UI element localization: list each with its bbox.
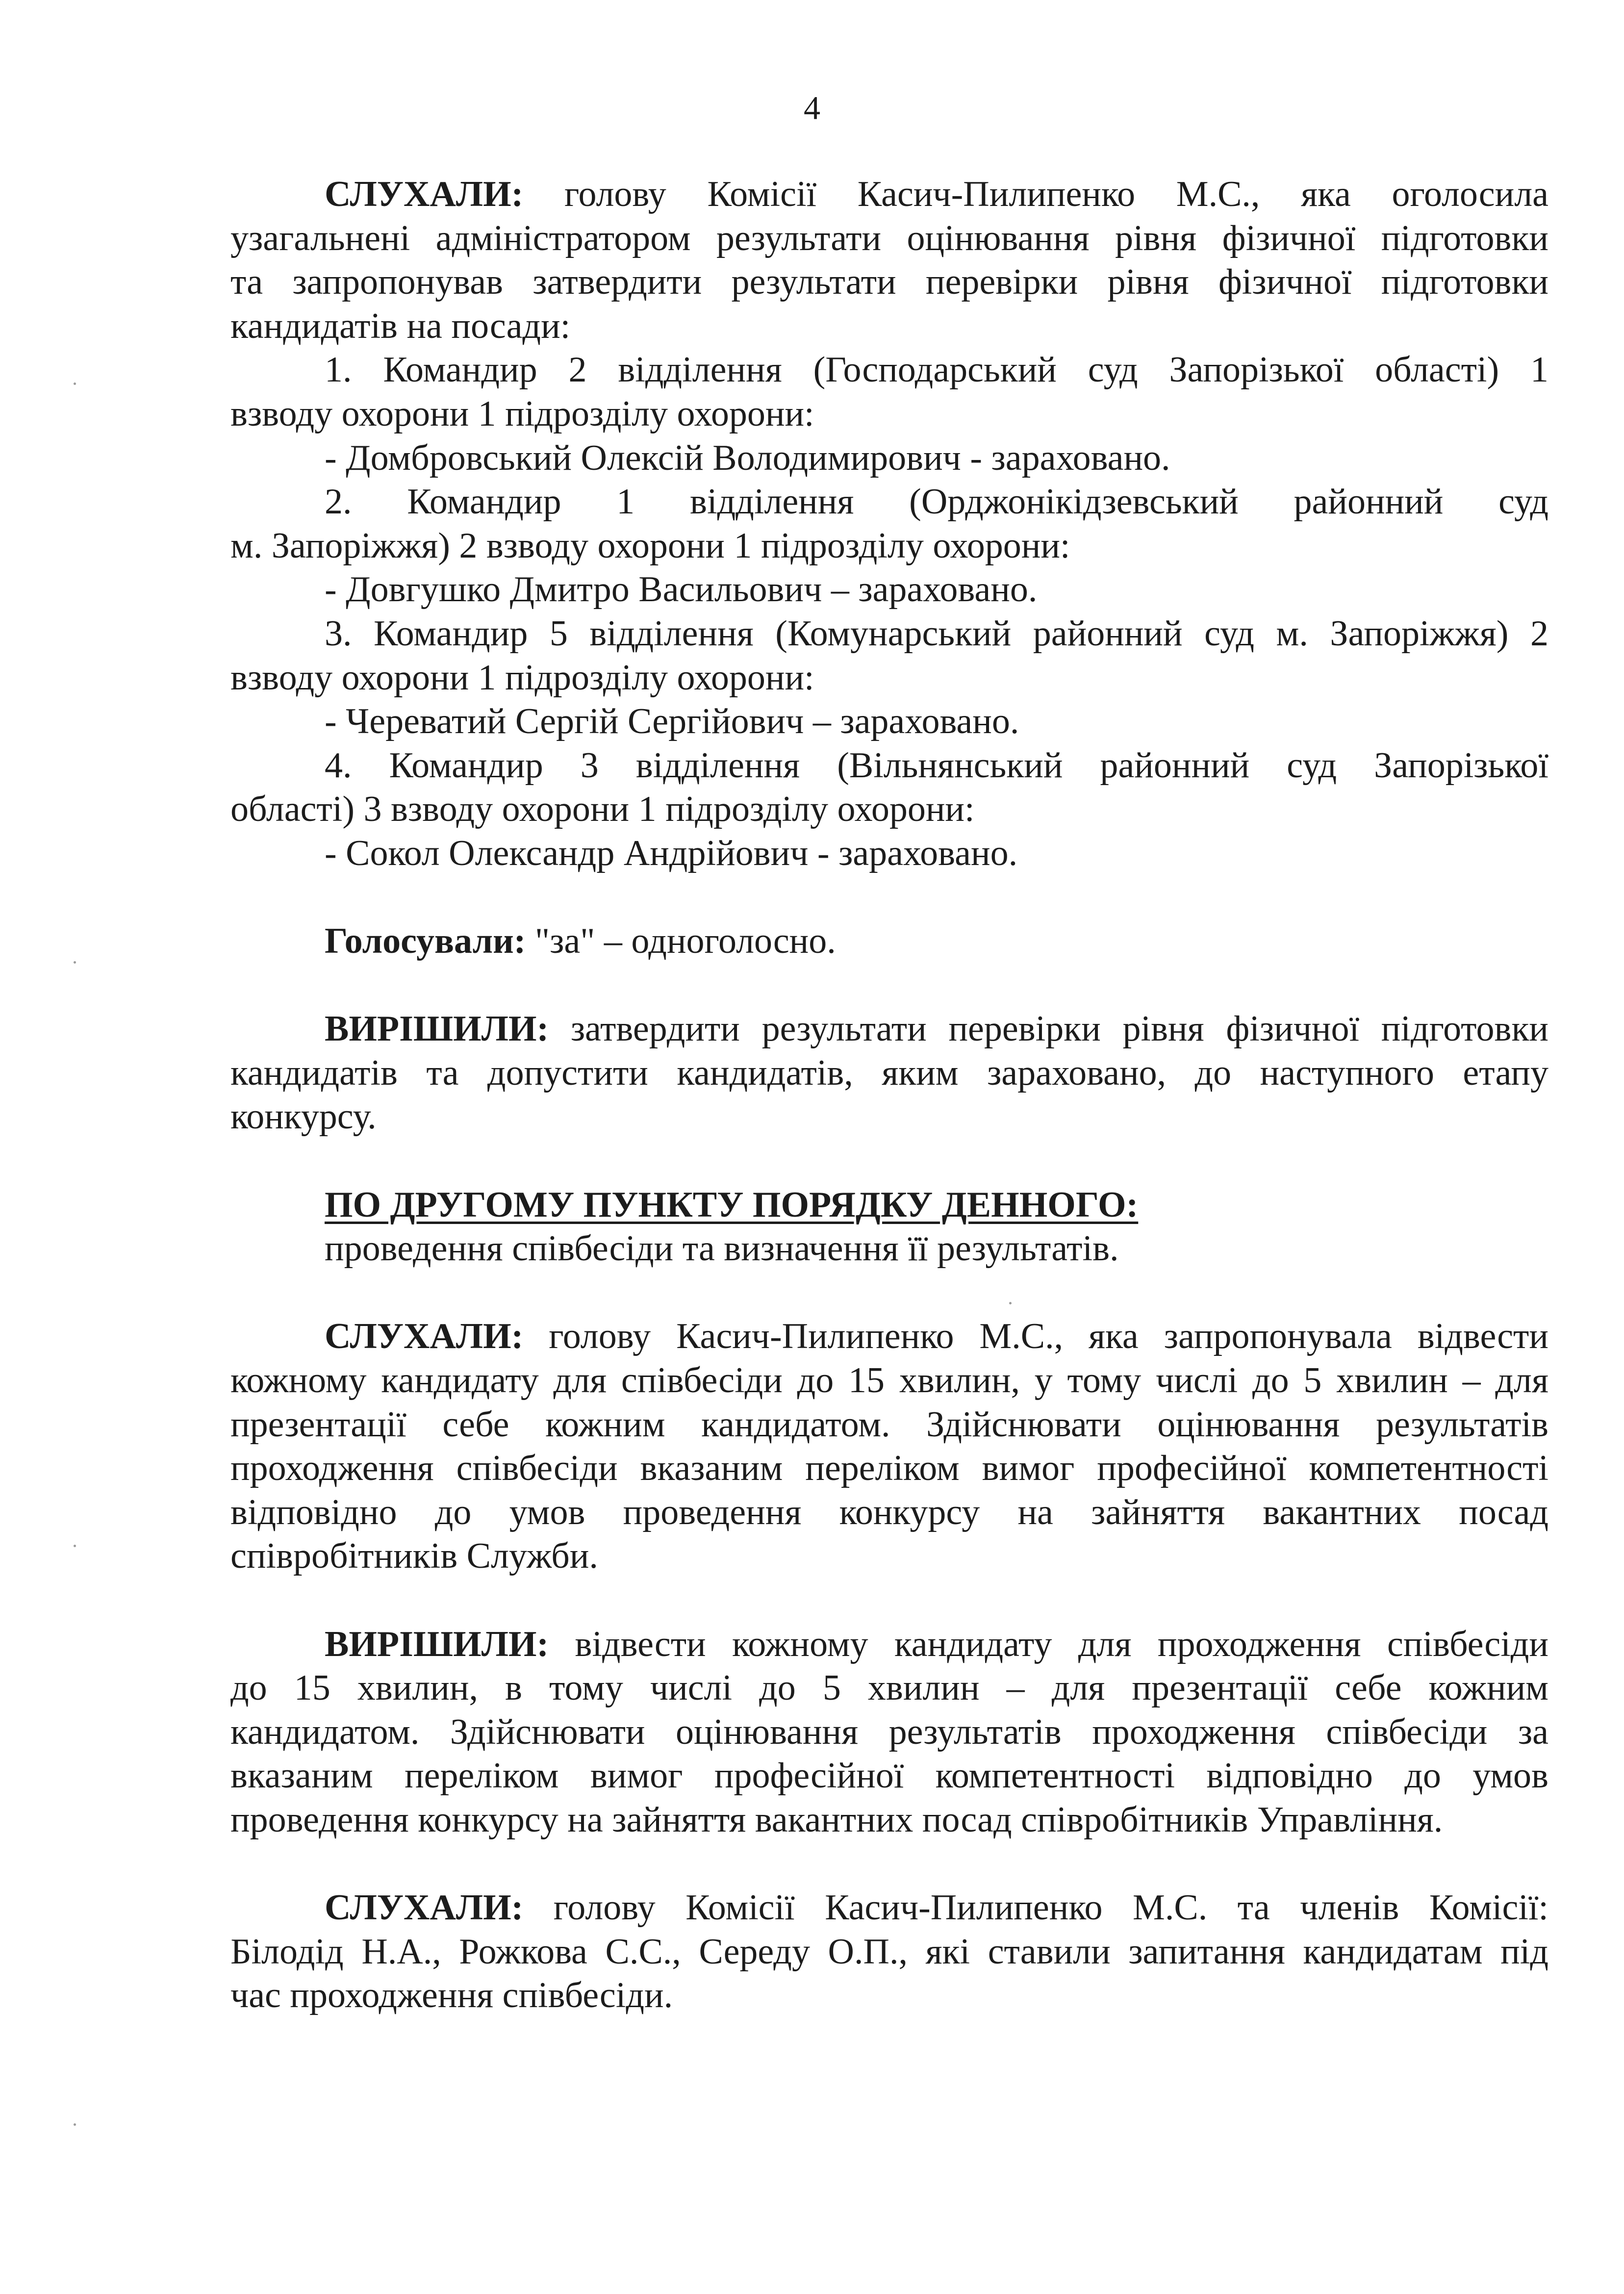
candidate-item (230, 348, 1548, 480)
position-line: 1. Командир 2 відділення (Господарський суд Запорізької області) 1 (325, 350, 1548, 390)
scan-speck (74, 1545, 76, 1547)
text-line (230, 173, 1548, 217)
text-run: затвердити результати перевірки рівня фізичної підготовки (570, 1009, 1548, 1049)
scan-speck (1009, 1302, 1012, 1304)
decided-paragraph-1 (230, 1007, 1548, 1139)
text-line: кандидатів на посади: (230, 306, 571, 346)
position-line: взводу охорони 1 підрозділу охорони: (230, 393, 814, 434)
decided-paragraph-2 (230, 1623, 1548, 1842)
heard-label: СЛУХАЛИ: (325, 1887, 524, 1928)
position-line: 4. Командир 3 відділення (Вільнянський районний суд Запорізької (325, 745, 1548, 786)
scan-speck (74, 961, 76, 964)
page-number: 4 (804, 89, 820, 127)
text-line: конкурсу. (230, 1096, 377, 1137)
text-line: до 15 хвилин, в тому числі до 5 хвилин – для презентації себе кожним (230, 1668, 1548, 1708)
text-line: узагальнені адміністратором результати оцінювання рівня фізичної підготовки (230, 218, 1548, 258)
text-line (230, 1886, 1548, 1930)
text-line (230, 1623, 1548, 1667)
heard-label: СЛУХАЛИ: (325, 1316, 524, 1357)
text-line: кандидатом. Здійснювати оцінювання результатів проходження співбесіди за (230, 1711, 1548, 1752)
vote-paragraph (230, 919, 1548, 964)
text-line: проходження співбесіди вказаним переліком вимог професійної компетентності (230, 1448, 1548, 1489)
result-line: - Довгушко Дмитро Васильович – зараховано. (325, 569, 1038, 610)
heard-paragraph-3 (230, 1886, 1548, 2018)
position-line: взводу охорони 1 підрозділу охорони: (230, 657, 814, 698)
text-line: співробітників Служби. (230, 1536, 598, 1577)
result-line: - Домбровський Олексій Володимирович - зараховано. (325, 437, 1170, 478)
document-body (230, 173, 1548, 2018)
position-line: 2. Командир 1 відділення (Орджонікідзевський районний суд (325, 482, 1548, 522)
heard-label: СЛУХАЛИ: (325, 174, 524, 214)
heard-paragraph-2 (230, 1315, 1548, 1579)
text-line: презентації себе кожним кандидатом. Здійснювати оцінювання результатів (230, 1404, 1548, 1445)
text-line (230, 1315, 1548, 1359)
decided-label: ВИРІШИЛИ: (325, 1624, 549, 1664)
heard-paragraph-1 (230, 173, 1548, 348)
text-run: голову Касич-Пилипенко М.С., яка запропонувала відвести (549, 1316, 1548, 1357)
text-line (230, 919, 1548, 964)
text-line (230, 1007, 1548, 1051)
agenda-item-heading (230, 1183, 1548, 1271)
scan-speck (74, 2123, 76, 2126)
text-line: кожному кандидату для співбесіди до 15 хвилин, у тому числі до 5 хвилин – для (230, 1360, 1548, 1401)
candidate-item (230, 744, 1548, 876)
decided-label: ВИРІШИЛИ: (325, 1009, 549, 1049)
text-run: "за" – одноголосно. (534, 921, 836, 962)
result-line: - Череватий Сергій Сергійович – зараховано. (325, 701, 1019, 742)
text-line: вказаним переліком вимог професійної компетентності відповідно до умов (230, 1756, 1548, 1796)
text-run: голову Комісії Касич-Пилипенко М.С. та членів Комісії: (553, 1887, 1548, 1928)
text-line: кандидатів та допустити кандидатів, яким зараховано, до наступного етапу (230, 1052, 1548, 1093)
text-line: час проходження співбесіди. (230, 1975, 673, 2016)
text-line: проведення конкурсу на зайняття вакантних посад співробітників Управління. (230, 1799, 1443, 1840)
section-heading: ПО ДРУГОМУ ПУНКТУ ПОРЯДКУ ДЕННОГО: (325, 1184, 1139, 1225)
position-line: м. Запоріжжя) 2 взводу охорони 1 підрозділу охорони: (230, 525, 1070, 566)
candidate-item (230, 480, 1548, 612)
position-line: області) 3 взводу охорони 1 підрозділу охорони: (230, 789, 975, 830)
text-line: та запропонував затвердити результати перевірки рівня фізичної підготовки (230, 262, 1548, 303)
text-run: голову Комісії Касич-Пилипенко М.С., яка оголосила (564, 174, 1548, 214)
candidate-item (230, 612, 1548, 744)
scan-speck (74, 382, 76, 385)
result-line: - Сокол Олександр Андрійович - зараховано. (325, 833, 1018, 873)
text-line (230, 1183, 1548, 1227)
position-line: 3. Командир 5 відділення (Комунарський районний суд м. Запоріжжя) 2 (325, 613, 1548, 654)
text-line: Білодід Н.А., Рожкова С.С., Середу О.П., які ставили запитання кандидатам під (230, 1931, 1548, 1972)
text-run: відвести кожному кандидату для проходження співбесіди (575, 1624, 1548, 1664)
vote-label: Голосували: (325, 921, 526, 962)
section-subheading: проведення співбесіди та визначення її результатів. (325, 1228, 1119, 1269)
text-line: відповідно до умов проведення конкурсу на зайняття вакантних посад (230, 1492, 1548, 1532)
